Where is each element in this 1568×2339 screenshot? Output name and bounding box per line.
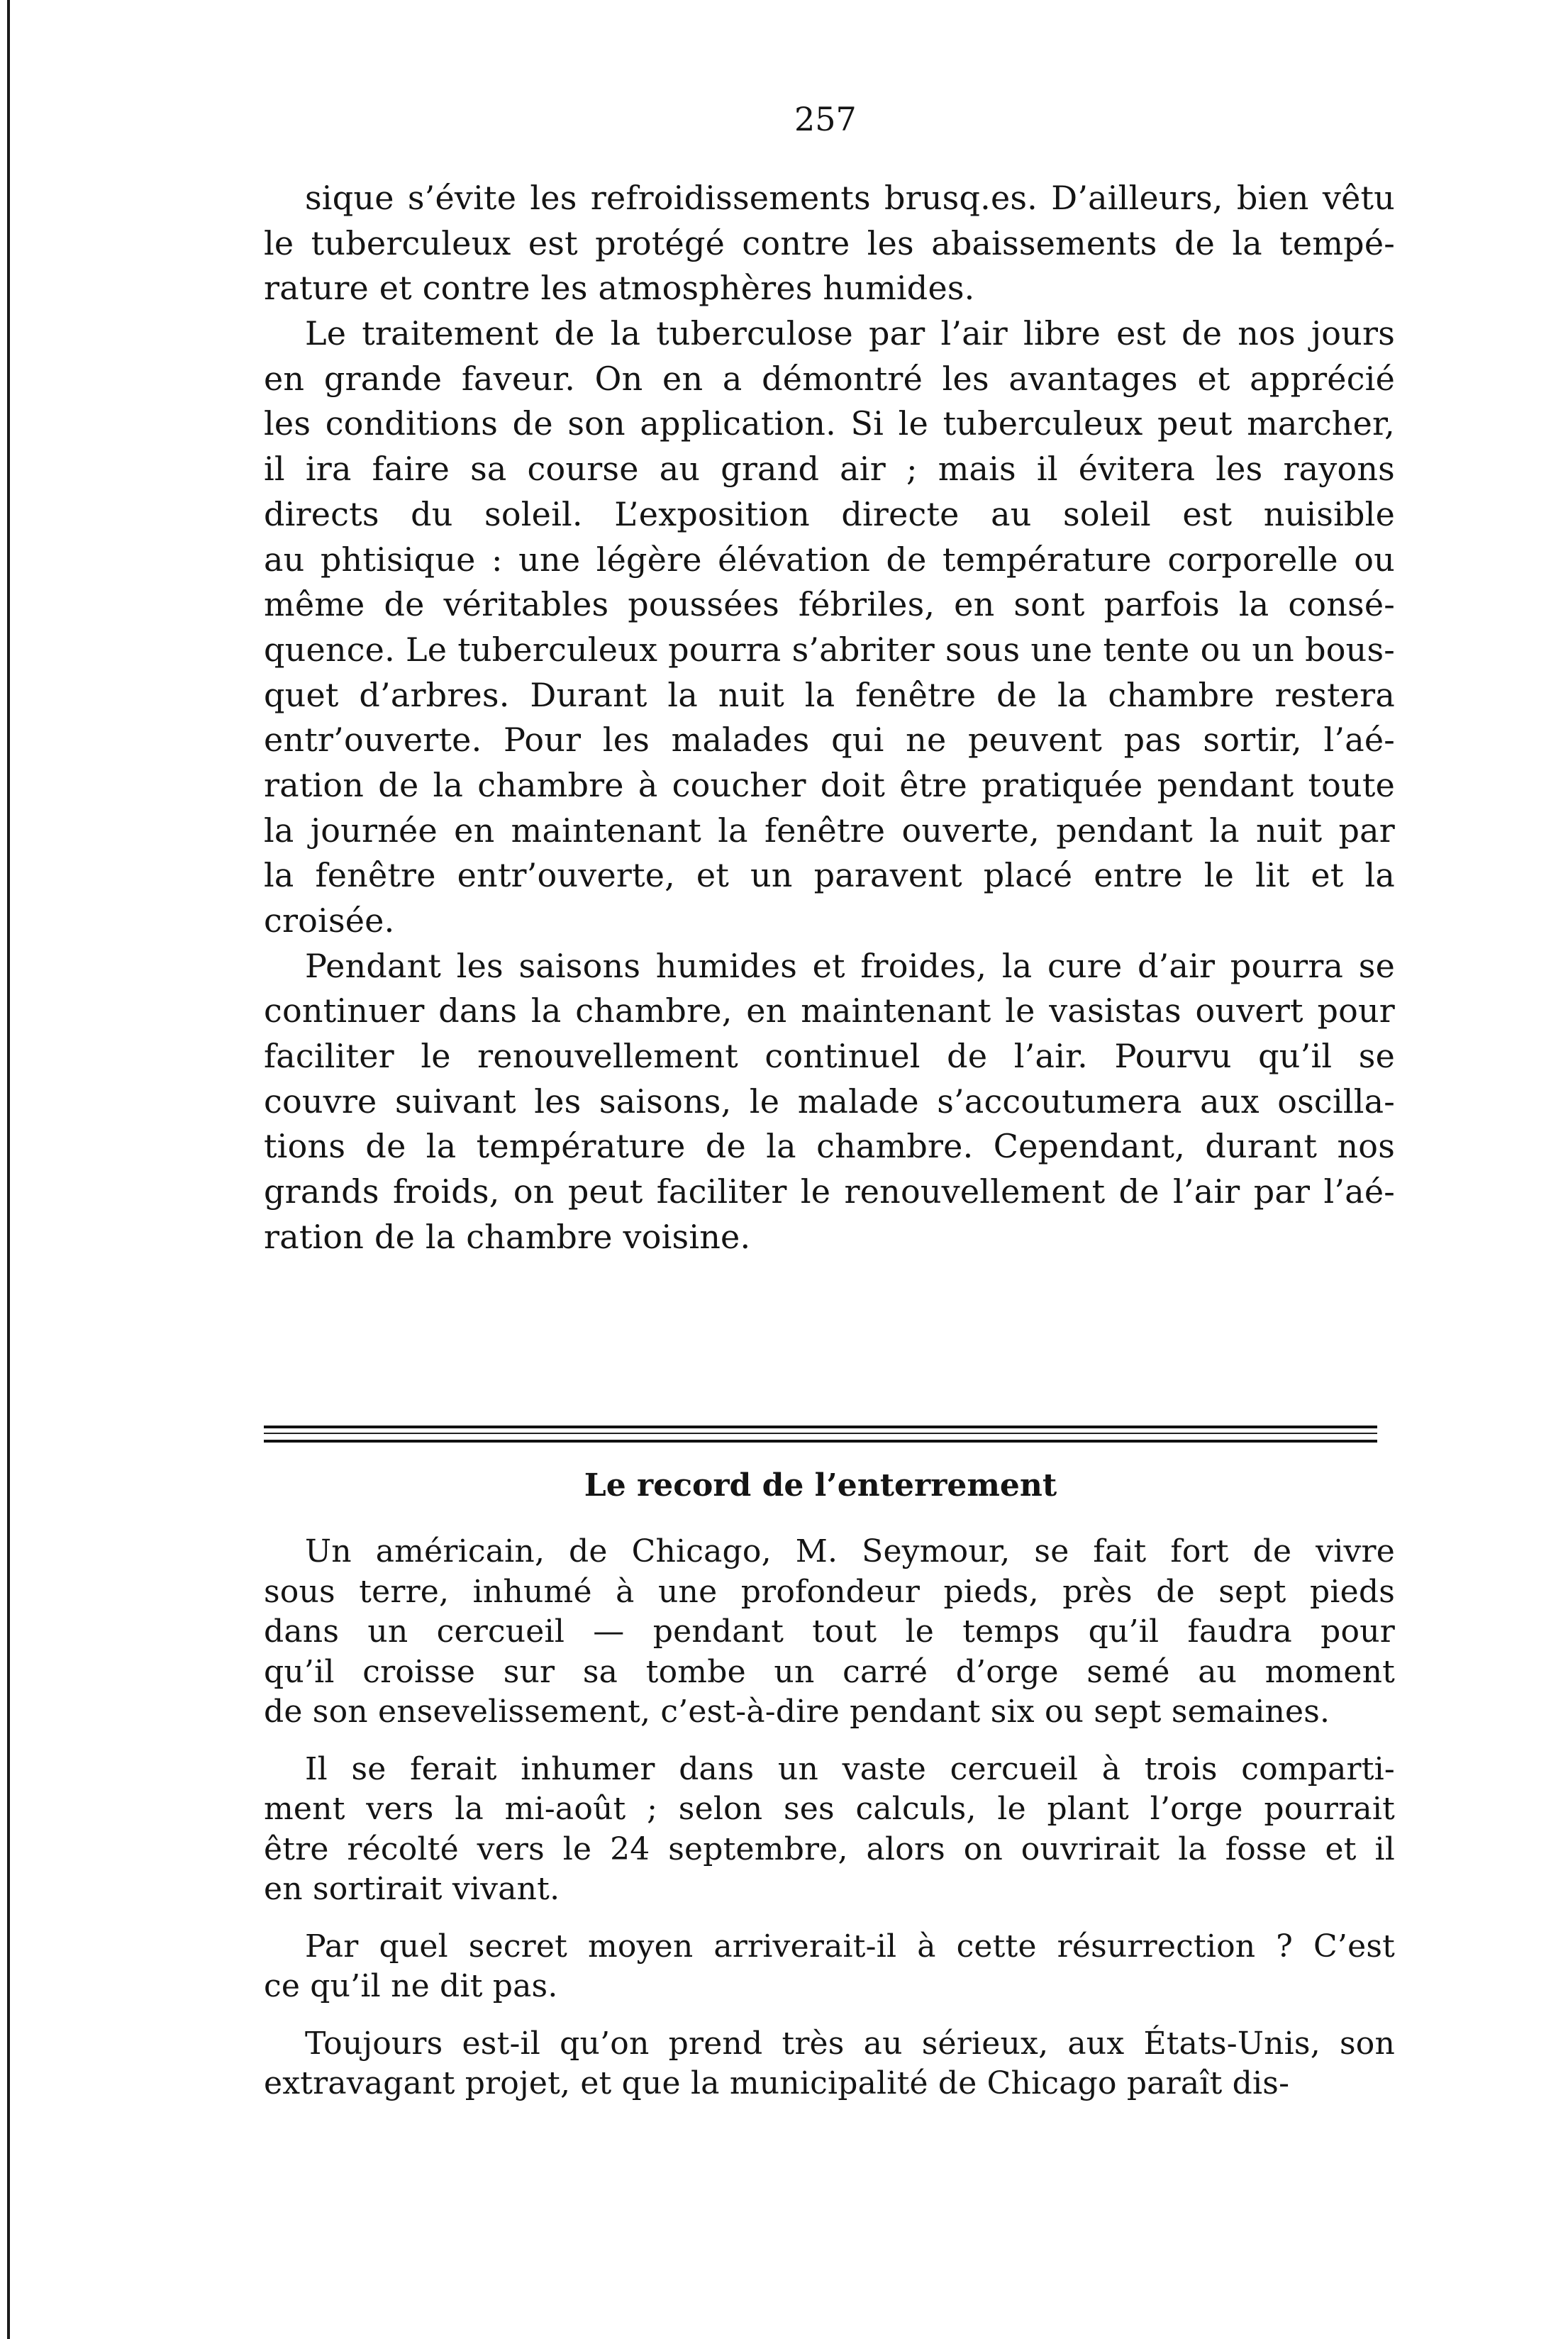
text-line: être récolté vers le 24 septembre, alors on ouvrirait la fosse et il — [264, 1830, 1395, 1867]
text-line: couvre suivant les saisons, le malade s’accoutumera aux oscilla- — [264, 1082, 1395, 1121]
text-line: sous terre, inhumé à une profondeur pieds, près de sept pieds — [264, 1573, 1395, 1610]
text-line: entr’ouverte. Pour les malades qui ne peuvent pas sortir, l’aé- — [264, 721, 1395, 760]
section-1-text — [264, 176, 1395, 1260]
paragraph-gap — [264, 1910, 1395, 1927]
text-line: Un américain, de Chicago, M. Seymour, se fait fort de vivre — [305, 1533, 1395, 1569]
text-line: ce qu’il ne dit pas. — [264, 1968, 558, 2004]
text-line: quet d’arbres. Durant la nuit la fenêtre de la chambre restera — [264, 675, 1395, 714]
text-line: qu’il croisse sur sa tombe un carré d’orge semé au moment — [264, 1653, 1395, 1690]
text-line: en sortirait vivant. — [264, 1871, 560, 1907]
text-line: Par quel secret moyen arriverait-il à cette résurrection ? C’est — [305, 1928, 1395, 1965]
text-line: ment vers la mi-août ; selon ses calculs, le plant l’orge pourrait — [264, 1791, 1395, 1827]
text-line: la fenêtre entr’ouverte, et un paravent placé entre le lit et la — [264, 856, 1395, 895]
text-line: Le traitement de la tuberculose par l’air libre est de nos jours — [305, 314, 1395, 353]
section-divider-top — [264, 1426, 1377, 1428]
page-number: 257 — [794, 100, 857, 138]
text-line: Il se ferait inhumer dans un vaste cercueil à trois comparti- — [305, 1750, 1395, 1787]
text-line: croisée. — [264, 901, 395, 940]
text-line: le tuberculeux est protégé contre les abaissements de la tempé- — [264, 223, 1395, 262]
text-line: la journée en maintenant la fenêtre ouverte, pendant la nuit par — [264, 811, 1395, 850]
text-line: tions de la température de la chambre. Cependant, durant nos — [264, 1127, 1395, 1166]
section-divider-middle — [264, 1433, 1377, 1434]
text-line: en grande faveur. On en a démontré les avantages et apprécié — [264, 359, 1395, 398]
text-line: de son ensevelissement, c’est-à-dire pendant six ou sept semaines. — [264, 1694, 1330, 1730]
section-title: Le record de l’enterrement — [584, 1467, 1057, 1504]
text-line: au phtisique : une légère élévation de température corporelle ou — [264, 540, 1395, 579]
text-line: Pendant les saisons humides et froides, la cure d’air pourra se — [305, 946, 1395, 985]
paragraph-gap — [264, 1733, 1395, 1750]
section-divider-bottom — [264, 1440, 1377, 1443]
text-line: rature et contre les atmosphères humides. — [264, 269, 975, 308]
text-line: quence. Le tuberculeux pourra s’abriter sous une tente ou un bous- — [264, 630, 1395, 669]
text-line: continuer dans la chambre, en maintenant le vasistas ouvert pour — [264, 991, 1395, 1030]
text-line: ration de la chambre à coucher doit être pratiquée pendant toute — [264, 765, 1395, 804]
text-line: même de véritables poussées fébriles, en sont parfois la consé- — [264, 585, 1395, 624]
text-line: faciliter le renouvellement continuel de l’air. Pourvu qu’il se — [264, 1037, 1395, 1076]
text-line: dans un cercueil — pendant tout le temps qu’il faudra pour — [264, 1613, 1395, 1650]
text-line: il ira faire sa course au grand air ; mais il évitera les rayons — [264, 450, 1395, 489]
text-line: directs du soleil. L’exposition directe au soleil est nuisible — [264, 494, 1395, 533]
text-line: sique s’évite les refroidissements brusq.es. D’ailleurs, bien vêtu — [305, 179, 1395, 217]
paragraph-gap — [264, 2007, 1395, 2024]
text-line: Toujours est-il qu’on prend très au sérieux, aux États-Unis, son — [305, 2025, 1395, 2062]
text-line: extravagant projet, et que la municipalité de Chicago paraît dis- — [264, 2065, 1290, 2101]
text-line: les conditions de son application. Si le tuberculeux peut marcher, — [264, 404, 1395, 443]
text-line: ration de la chambre voisine. — [264, 1217, 751, 1256]
text-line: grands froids, on peut faciliter le renouvellement de l’air par l’aé- — [264, 1172, 1395, 1211]
section-2-text — [264, 1532, 1395, 2104]
page-edge-shadow — [7, 0, 10, 2339]
